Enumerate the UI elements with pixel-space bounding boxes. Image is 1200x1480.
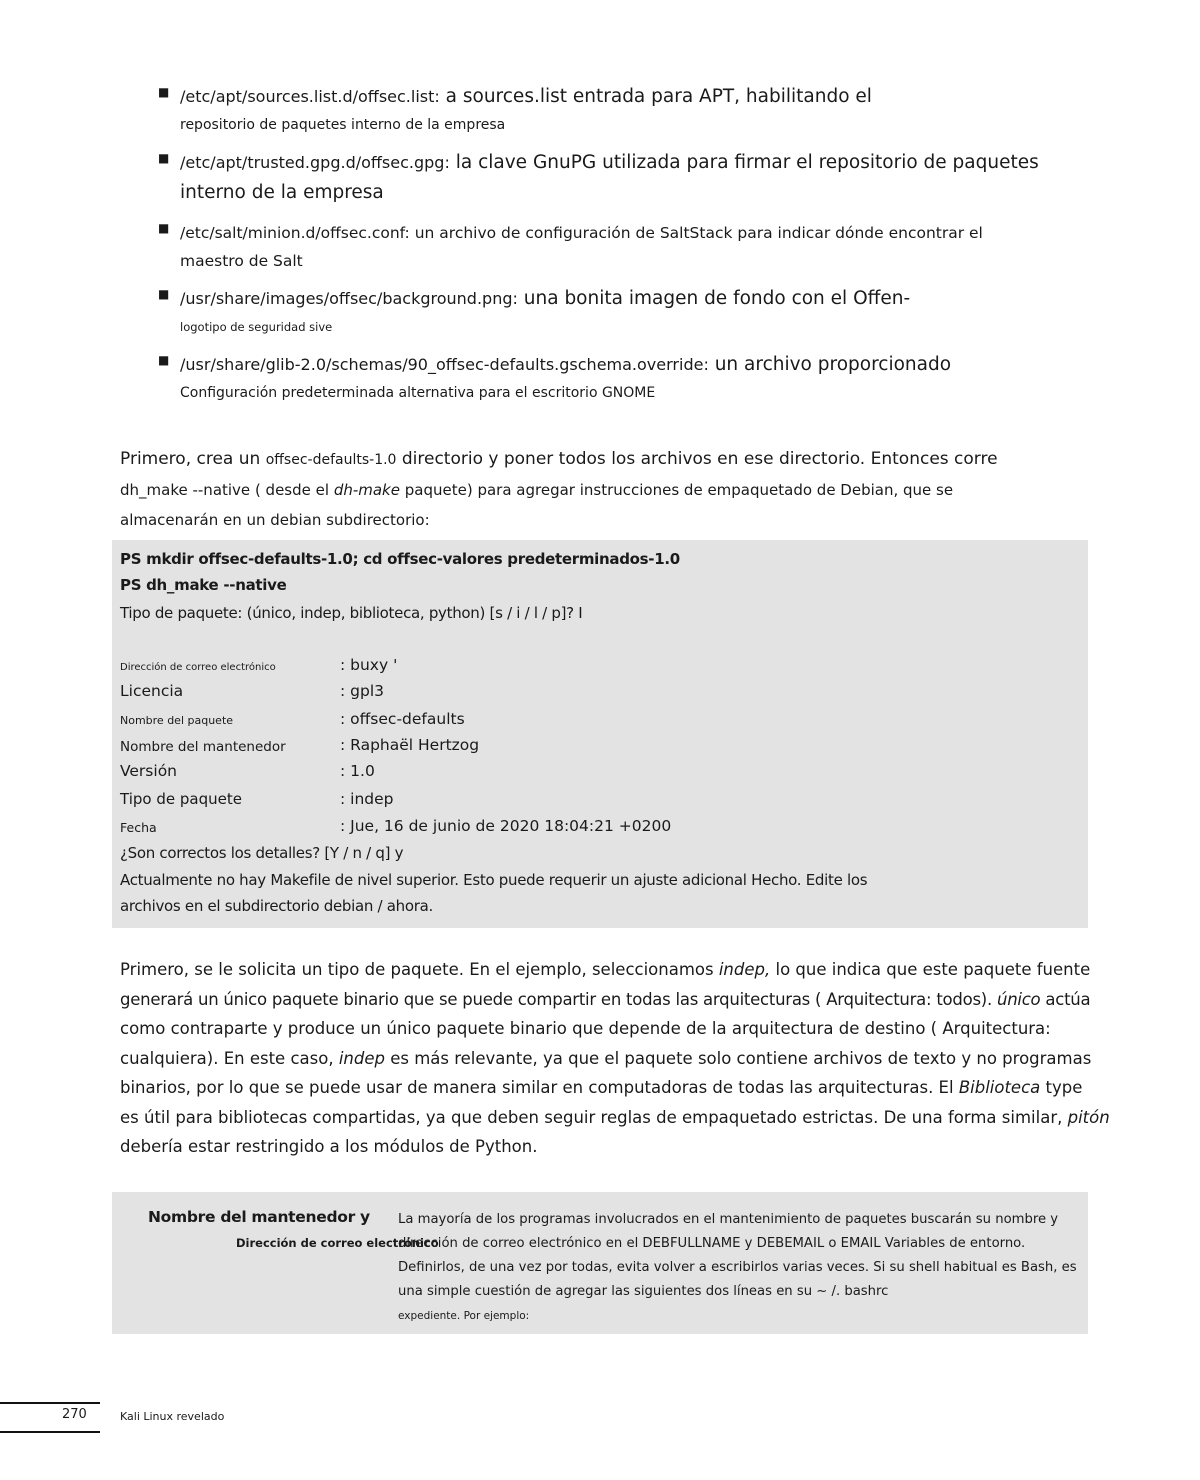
note-title: Nombre del mantenedor y	[148, 1208, 370, 1226]
field-label: Licencia	[120, 682, 184, 700]
bullet-icon: ■	[158, 353, 170, 367]
field-value: : buxy '	[340, 656, 398, 674]
footer-rule-bottom	[0, 1431, 100, 1433]
field-label: Fecha	[120, 820, 157, 835]
file-path: /etc/apt/sources.list.d/offsec.list:	[180, 87, 440, 106]
list-item: ■ /usr/share/images/offsec/background.png: una bonita imagen de fondo con el Offen- logotipo de seguridad sive	[158, 287, 911, 334]
emphasis: Biblioteca	[958, 1078, 1041, 1097]
emphasis: dh-make	[333, 481, 400, 499]
terminal-output-block	[112, 540, 1088, 928]
inline-code: dh_make --native	[120, 481, 251, 499]
command-line: PS mkdir offsec-defaults-1.0; cd offsec-valores predeterminados-1.0	[120, 550, 680, 568]
inline-code: offsec-defaults-1.0	[265, 452, 397, 468]
list-item: ■ /etc/salt/minion.d/offsec.conf: un archivo de configuración de SaltStack para indicar dónde encontrar el maestro de Salt	[158, 221, 983, 270]
command-line: PS dh_make --native	[120, 576, 287, 594]
sidebar-note	[112, 1192, 1088, 1334]
intro-paragraph: Primero, crea un offsec-defaults-1.0 directorio y poner todos los archivos en ese directorio. Entonces corre dh_make --native ( desde el dh-make paquete) para agregar instrucciones de empaquetado de Debian, que se almacenarán en un debian subdirectorio:	[120, 449, 998, 529]
bullet-icon: ■	[158, 85, 170, 99]
file-path: /usr/share/glib-2.0/schemas/90_offsec-defaults.gschema.override:	[180, 355, 709, 374]
message-line: archivos en el subdirectorio debian / ahora.	[120, 897, 433, 915]
field-label: Nombre del mantenedor	[120, 739, 286, 755]
file-list	[158, 82, 1118, 416]
book-title: Kali Linux revelado	[120, 1410, 225, 1423]
field-label: Nombre del paquete	[120, 714, 234, 727]
prompt-line: Tipo de paquete: (único, indep, biblioteca, python) [s / i / l / p]? I	[120, 604, 583, 622]
field-label: Versión	[120, 762, 177, 780]
confirm-line: ¿Son correctos los detalles? [Y / n / q] y	[120, 844, 404, 862]
bullet-icon: ■	[158, 151, 170, 165]
field-value: : Raphaël Hertzog	[340, 736, 480, 754]
list-item: ■ /etc/apt/trusted.gpg.d/offsec.gpg: la clave GnuPG utilizada para firmar el repositorio de paquetes interno de la empresa	[158, 151, 1039, 203]
file-path: /etc/salt/minion.d/offsec.conf:	[180, 224, 410, 242]
file-path: /etc/apt/trusted.gpg.d/offsec.gpg:	[180, 153, 450, 172]
bullet-icon: ■	[158, 287, 170, 301]
emphasis: pitón	[1067, 1107, 1110, 1127]
emphasis: indep,	[718, 960, 771, 979]
field-label: Dirección de correo electrónico	[120, 662, 276, 673]
bullet-icon: ■	[158, 221, 170, 235]
list-item: ■ /usr/share/glib-2.0/schemas/90_offsec-defaults.gschema.override: un archivo proporcionado Configuración predeterminada alternativa para el escritorio GNOME	[158, 353, 952, 401]
page-number: 270	[62, 1407, 87, 1422]
explanation-paragraph: Primero, se le solicita un tipo de paquete. En el ejemplo, seleccionamos indep, lo que indica que este paquete fuente generará un único paquete binario que se puede compartir en todas las arquitecturas ( Arquitectura: todos). único actúa como contraparte y produce un único paquete binario que depende de la arquitectura de destino ( Arquitectura: cualquiera). En este caso, indep es más relevante, ya que el paquete solo contiene archivos de texto y no programas binarios, por lo que se puede usar de manera similar en computadoras de todas las arquitecturas. El Biblioteca type es útil para bibliotecas compartidas, ya que deben seguir reglas de empaquetado estrictas. De una forma similar, pitón debería estar restringido a los módulos de Python.	[120, 960, 1110, 1156]
field-value: : offsec-defaults	[340, 710, 465, 728]
note-body: La mayoría de los programas involucrados en el mantenimiento de paquetes buscarán su nombre y dirección de correo electrónico en el DEBFULLNAME y DEBEMAIL o EMAIL Variables de entorno. Definirlos, de una vez por todas, evita volver a escribirlos varias veces. Si su shell habitual es Bash, es una simple cuestión de agregar las siguientes dos líneas en su ~ /. bashrc expediente. Por ejemplo:	[398, 1212, 1077, 1322]
field-value: : gpl3	[340, 682, 384, 700]
emphasis: indep	[338, 1048, 385, 1068]
field-label: Tipo de paquete	[120, 790, 242, 808]
field-value: : 1.0	[340, 762, 375, 780]
message-line: Actualmente no hay Makefile de nivel superior. Esto puede requerir un ajuste adicional Hecho. Edite los	[120, 871, 868, 889]
list-item: ■ /etc/apt/sources.list.d/offsec.list: a sources.list entrada para APT, habilitando el repositorio de paquetes interno de la empresa	[158, 85, 872, 133]
emphasis: único	[996, 989, 1041, 1009]
note-subtitle: Dirección de correo electrónico	[236, 1236, 439, 1250]
footer-rule-top	[0, 1402, 100, 1404]
field-value: : Jue, 16 de junio de 2020 18:04:21 +0200	[340, 817, 672, 835]
field-value: : indep	[340, 790, 394, 808]
file-path: /usr/share/images/offsec/background.png:	[180, 289, 518, 308]
